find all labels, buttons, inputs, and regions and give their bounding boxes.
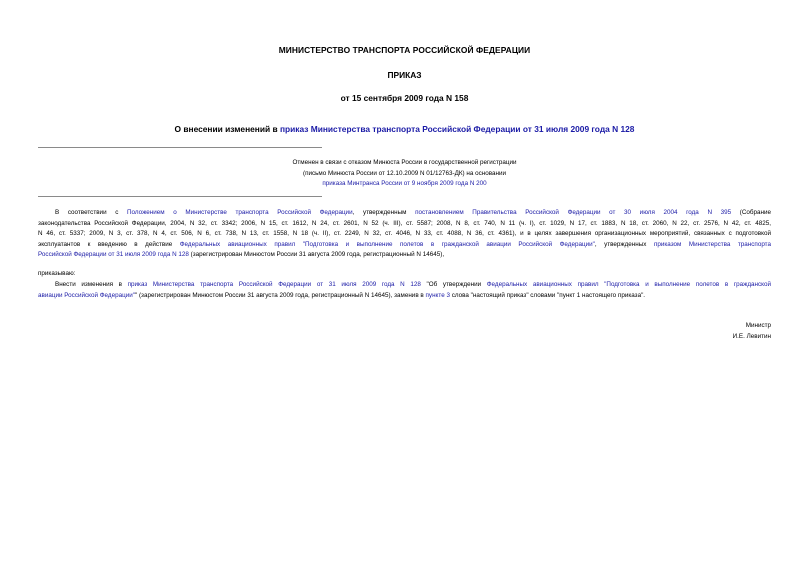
preamble-text: В соответствии с — [55, 209, 127, 216]
clause-3-link[interactable]: пункте 3 — [425, 291, 450, 299]
cancel-note-line-1: Отменен в связи с отказом Минюста России в государственной регистрации — [292, 159, 517, 166]
title-prefix: О внесении изменений в — [174, 124, 280, 134]
title-order-link[interactable]: приказ Министерства транспорта Российской Федерации от 31 июля 2009 года N 128 — [279, 124, 635, 134]
preamble-text: , утвержденных — [594, 240, 654, 248]
cancel-order-link[interactable]: приказа Минтранса России от 9 ноября 2009 года N 200 — [322, 180, 487, 187]
decree-word: приказываю: — [38, 270, 76, 277]
decree-text: " (зарегистрирован Минюстом России 31 августа 2009 года, регистрационный N 14645), заменив в — [134, 291, 426, 299]
aviation-rules-link-2[interactable]: Федеральных авиационных правил "Подготовка и выполнение полетов в гражданской — [486, 281, 771, 288]
preamble-text: (Собрание — [731, 209, 771, 216]
preamble-line-1 — [38, 208, 771, 219]
preamble-text: , утвержденным — [352, 209, 416, 216]
ministry-order-link-cont[interactable]: Российской Федерации от 31 июля 2009 года N 128 — [38, 251, 189, 259]
signature-block — [733, 321, 771, 342]
decree-text: слова "настоящий приказ" словами "пункт 1 настоящего приказа". — [449, 291, 646, 299]
cancel-note-line-2: (письмо Минюста России от 12.10.2009 N 01/12763-ДК) на основании — [302, 169, 507, 177]
ministry-order-link[interactable]: приказом Министерства транспорта — [653, 240, 771, 248]
preamble-text: (зарегистрирован Минюстом России 31 августа 2009 года, регистрационный N 14645), — [188, 251, 445, 259]
preamble-line-4 — [38, 240, 771, 251]
regulation-link[interactable]: Положением о Министерстве транспорта Российской Федерации — [127, 209, 353, 216]
preamble-line-5 — [38, 250, 771, 261]
document-date: от 15 сентября 2009 года N 158 — [340, 93, 469, 103]
decree-line-1 — [38, 280, 771, 291]
preamble-paragraph — [38, 208, 771, 261]
signatory-name: И.Е. Левитин — [732, 332, 771, 340]
preamble-line-2: законодательства Российской Федерации, 2004, N 32, ст. 3342; 2006, N 15, ст. 1612, N 24, ст. 2601, N 52 (ч. III), ст. 5587; 2008, N 8, ст. 740, N 11 (ч. I), ст. 1029, N 17, ст. 1883, N 18, ст. 2060, N 22, ст. 2576, N 42, ст. 4825, — [38, 219, 771, 227]
aviation-rules-link[interactable]: Федеральных авиационных правил "Подготовка и выполнение полетов в гражданской авиации Российской Федерации" — [179, 240, 595, 248]
decree-text: "Об утверждении — [420, 281, 487, 288]
divider-bottom — [38, 196, 322, 197]
cancellation-note — [38, 158, 771, 190]
divider-top — [38, 147, 322, 148]
decree-line-2 — [38, 291, 771, 302]
decree-paragraph — [38, 280, 771, 301]
amended-order-link[interactable]: приказ Министерства транспорта Российской Федерации от 31 июля 2009 года N 128 — [127, 281, 421, 288]
aviation-rules-link-2-cont[interactable]: авиации Российской Федерации" — [38, 291, 135, 299]
ministry-heading: МИНИСТЕРСТВО ТРАНСПОРТА РОССИЙСКОЙ ФЕДЕРАЦИИ — [278, 45, 531, 55]
document-type: ПРИКАЗ — [387, 70, 422, 80]
preamble-text: эксплуатантов к введению в действие — [38, 240, 180, 248]
signatory-position: Министр — [745, 322, 771, 329]
document-title — [38, 124, 771, 134]
preamble-line-3: N 46, ст. 5337; 2009, N 3, ст. 378, N 4, ст. 506, N 6, ст. 738, N 13, ст. 1558, N 18 (ч. II), ст. 2249, N 32, ст. 4046, N 33, ст. 4088, N 36, ст. 4361), и в целях завершения организационных мероприятий, связанных с подготовкой — [38, 230, 771, 238]
government-decree-link[interactable]: постановлением Правительства Российской Федерации от 30 июля 2004 года N 395 — [415, 209, 732, 216]
decree-text: Внести изменения в — [55, 281, 128, 288]
